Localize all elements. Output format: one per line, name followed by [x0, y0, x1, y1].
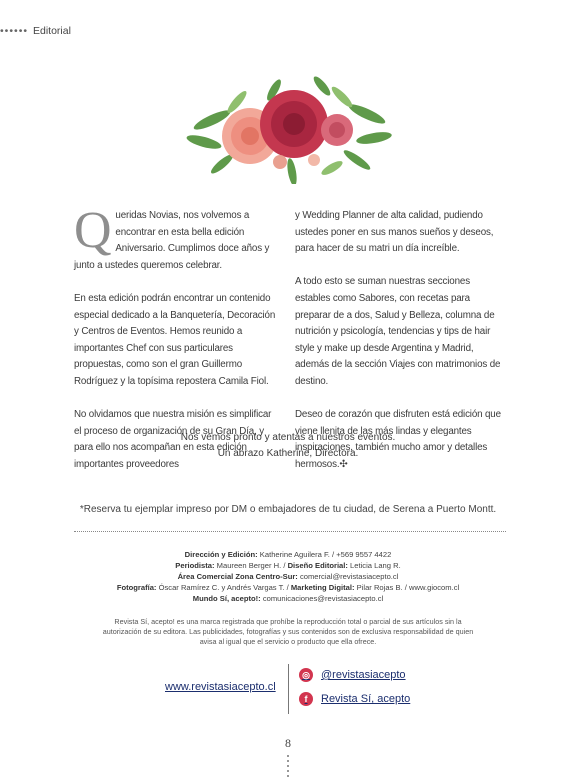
- facebook-name: Revista Sí, acepto: [321, 693, 411, 705]
- section-dots: ••••••: [0, 25, 29, 37]
- paragraph: En esta edición podrán encontrar un contenido especial dedicado a la Banquetería, Decoración y Centros de Eventos. Hemos reunido a importantes Chef con sus particulares propuestas, como son el gran Guillermo Rodríguez y la topísima repostera Camila Fiol.: [74, 292, 276, 387]
- instagram-link[interactable]: [299, 668, 406, 682]
- paragraph: Deseo de corazón que disfruten está edición que viene llenita de las más lindas y elegantes inspiraciones, también mucho amor y detalles hermosos.✣: [295, 409, 501, 470]
- credit-line: Fotografía: Óscar Ramírez C. y Andrés Vargas T. / Marketing Digital: Pilar Rojas B. / www.giocom.cl: [116, 583, 460, 592]
- instagram-handle: @revistasiacepto: [321, 669, 406, 681]
- paragraph: A todo esto se suman nuestras secciones estables como Sabores, con recetas para preparar de a dos, Salud y Belleza, columna de nutrición y psicología, tendencias y tips de hair style y make up desde Argentina y Madrid, además de la sección Viajes con matrimonios de destino.: [295, 276, 501, 387]
- intro-paragraph: [74, 202, 280, 274]
- section-title: Editorial: [32, 25, 71, 37]
- closing-line: Nos vemos pronto y atentas a nuestros eventos.: [180, 432, 396, 443]
- legal-notice: Revista Sí, acepto! es una marca registrada que prohíbe la reproducción total o parcial de sus artículos sin la autorización de su editora. Las publicidades, fotografías y sus contenidos son de exclusiva responsabilidad de quien avisa al igual que el servicio o producto que ella ofrece.: [102, 617, 474, 646]
- closing-signature: [0, 430, 576, 461]
- drop-cap: Q: [74, 202, 112, 259]
- page-dots: [286, 755, 290, 780]
- instagram-icon: ◎: [299, 668, 313, 682]
- paragraph: No olvidamos que nuestra misión es simplificar el proceso de organización de su Gran Día, y para ello nos acompañan en esta edición importantes proveedores: [74, 409, 272, 470]
- section-tag: [0, 25, 71, 37]
- credit-line: Dirección y Edición: Katherine Aguilera F. / +569 9557 4422: [184, 550, 392, 559]
- reservation-note: *Reserva tu ejemplar impreso por DM o embajadores de tu ciudad, de Serena a Puerto Montt.: [79, 504, 497, 515]
- website-link[interactable]: www.revistasiacepto.cl: [165, 681, 276, 693]
- floral-illustration: [182, 72, 396, 184]
- credits-block: [0, 549, 576, 604]
- facebook-link[interactable]: [299, 692, 410, 706]
- intro-text: ueridas Novias, nos volvemos a encontrar en esta bella edición Aniversario. Cumplimos doce años y junto a ustedes queremos celebrar.: [74, 210, 270, 271]
- facebook-icon: f: [299, 692, 313, 706]
- credit-line: Área Comercial Zona Centro-Sur: comercial@revistasiacepto.cl: [177, 572, 399, 581]
- paragraph: y Wedding Planner de alta calidad, pudiendo ustedes poner en sus manos sueños y deseos, para hacer de su matri un día increíble.: [295, 210, 494, 255]
- closing-line: Un abrazo Katherine, Directora.: [217, 447, 359, 459]
- footer-divider: [288, 664, 289, 714]
- credit-line: Periodista: Maureen Berger H. / Diseño Editorial: Leticia Lang R.: [175, 561, 401, 570]
- credit-line: Mundo Sí, acepto!: comunicaciones@revistasiacepto.cl: [192, 594, 384, 603]
- dotted-divider: [74, 531, 506, 532]
- page-number: 8: [285, 736, 291, 750]
